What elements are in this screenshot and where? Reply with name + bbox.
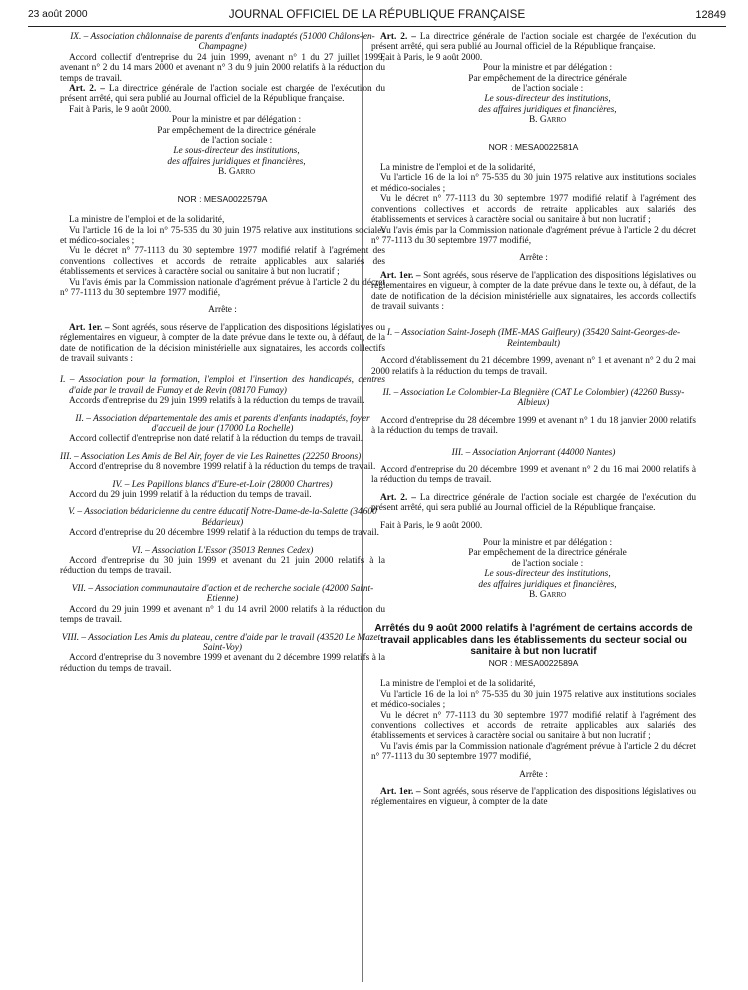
item-title: II. – Association départementale des amis et parents d'enfants inadaptés, foyer d'accueil de jour (17000 La Rochelle) xyxy=(75,413,370,434)
art2-label: Art. 2. – xyxy=(380,492,416,503)
art2-text: La directrice générale de l'action sociale est chargée de l'exécution du présent arrêté, qui sera publié au Journal officiel de la République française. xyxy=(371,32,696,53)
article-1 xyxy=(60,323,385,365)
item-text: Accord d'entreprise du 28 décembre 1999 et avenant n° 1 du 18 janvier 2000 relatifs à la réduction du temps de travail. xyxy=(371,415,696,437)
sig-line: de l'action sociale : xyxy=(200,136,273,147)
art1-label: Art. 1er. – xyxy=(380,787,421,798)
art1-text: Sont agréés, sous réserve de l'application des dispositions législatives ou réglementaires en vigueur, à compter de la date xyxy=(371,787,696,808)
item-ix-title: IX. – Association châlonnaise de parents d'enfants inadaptés (51000 Châlons-en-Champagne) xyxy=(70,32,375,53)
sig-line: de l'action sociale : xyxy=(511,84,584,95)
item-title: VII. – Association communautaire d'action et de recherche sociale (42000 Saint-Etienne) xyxy=(71,583,374,605)
sig-line: Pour la ministre et par délégation : xyxy=(171,115,302,126)
item-title: IV. – Les Papillons blancs d'Eure-et-Loir (28000 Chartres) xyxy=(112,479,333,490)
vu-line: Vu le décret n° 77-1113 du 30 septembre 1977 modifié relatif à l'agrément des conventions collectives et accords de retraite applicables aux salariés des établissements et services à caractère social ou sanitaire à but non lucratif ; xyxy=(371,194,696,226)
fait-line: Fait à Paris, le 9 août 2000. xyxy=(380,52,483,63)
item-text: Accord d'entreprise du 3 novembre 1999 et avenant du 2 décembre 1999 relatifs à la réduction du temps de travail. xyxy=(60,653,385,674)
item-title: VIII. – Association Les Amis du plateau, centre d'aide par le travail (43520 Le Mazet-Saint-Voy) xyxy=(61,632,384,653)
vu-line: Vu l'avis émis par la Commission nationale d'agrément prévue à l'article 2 du décret n° 77-1113 du 30 septembre 1977 modifié, xyxy=(371,225,696,246)
signature-block xyxy=(60,115,385,177)
art2-text: La directrice générale de l'action sociale est chargée de l'exécution du présent arrêté, qui sera publié au Journal officiel de la République française. xyxy=(60,84,385,105)
right-column xyxy=(371,32,696,808)
item-title: I. – Association pour la formation, l'emploi et l'insertion des handicapés, centres d'aide par le travail de Fumay et de Revin (08170 Fumay) xyxy=(60,375,385,396)
vu-line: Vu l'article 16 de la loi n° 75-535 du 30 juin 1975 relative aux institutions sociales et médico-sociales ; xyxy=(60,225,385,246)
arrete-label: Arrête : xyxy=(208,305,237,316)
vu-line: Vu l'avis émis par la Commission nationale d'agrément prévue à l'article 2 du décret n° 77-1113 du 30 septembre 1977 modifié, xyxy=(371,741,696,763)
sig-line: des affaires juridiques et financières, xyxy=(478,104,617,115)
item-text: Accord du 29 juin 1999 relatif à la réduction du temps de travail. xyxy=(69,490,312,501)
signature-block xyxy=(371,63,696,125)
item-text: Accord d'établissement du 21 décembre 1999, avenant n° 1 et avenant n° 2 du 2 mai 2000 relatifs à la réduction du temps de travail. xyxy=(371,356,696,377)
sig-line: Le sous-directeur des institutions, xyxy=(484,94,611,105)
item-text: Accords d'entreprise du 29 juin 1999 relatifs à la réduction du temps de travail. xyxy=(69,396,365,407)
item-text: Accord d'entreprise du 20 décembre 1999 relatif à la réduction du temps de travail. xyxy=(69,528,379,539)
item-text: Accord collectif d'entreprise non daté relatif à la réduction du temps de travail. xyxy=(69,434,364,445)
left-column xyxy=(60,32,385,674)
nor-reference: NOR : MESA0022579A xyxy=(177,193,268,204)
article-2 xyxy=(60,84,385,105)
item-title: II. – Association Le Colombier-La Blegnière (CAT Le Colombier) (42260 Bussy-Albieux) xyxy=(382,387,685,409)
item-title: III. – Association Anjorrant (44000 Nantes) xyxy=(451,447,616,458)
item-title: III. – Association Les Amis de Bel Air, foyer de vie Les Rainettes (22250 Broons) xyxy=(60,451,362,462)
sig-line: de l'action sociale : xyxy=(511,558,584,569)
sig-line: Pour la ministre et par délégation : xyxy=(482,63,613,74)
sig-name: B. Garro xyxy=(528,115,567,126)
sig-line: Le sous-directeur des institutions, xyxy=(173,146,300,157)
fait-line: Fait à Paris, le 9 août 2000. xyxy=(380,520,483,531)
article-1 xyxy=(371,271,696,313)
art1-label: Art. 1er. – xyxy=(69,322,110,333)
header-rule xyxy=(28,26,726,27)
sig-name: B. Garro xyxy=(528,590,567,601)
fait-line: Fait à Paris, le 9 août 2000. xyxy=(69,104,172,115)
signature-block xyxy=(371,538,696,600)
item-title: I. – Association Saint-Joseph (IME-MAS Gaifleury) (35420 Saint-Georges-de-Reintembault) xyxy=(386,328,681,349)
art1-label: Art. 1er. – xyxy=(380,270,421,281)
sig-line: Par empêchement de la directrice générale xyxy=(157,125,316,136)
sig-line: des affaires juridiques et financières, xyxy=(478,579,617,590)
vu-line: Vu l'article 16 de la loi n° 75-535 du 30 juin 1975 relative aux institutions sociales et médico-sociales ; xyxy=(371,173,696,194)
header-page-number: 12849 xyxy=(695,9,726,21)
sig-line: Par empêchement de la directrice générale xyxy=(468,548,627,559)
art1-text: Sont agréés, sous réserve de l'application des dispositions législatives ou réglementaires en vigueur, à compter de la date prévue dans le texte ou, à défaut, de la date de notification de la décision ministérielle aux signataires, les accords collectifs de travail suivants : xyxy=(371,270,696,312)
sig-line: Par empêchement de la directrice générale xyxy=(468,73,627,84)
article-2 xyxy=(371,32,696,53)
arrete-label: Arrête : xyxy=(519,253,548,264)
sig-line: Le sous-directeur des institutions, xyxy=(484,569,611,580)
nor-reference: NOR : MESA0022589A xyxy=(488,657,579,668)
item-title: VI. – Association L'Essor (35013 Rennes Cedex) xyxy=(131,545,314,556)
item-text: Accord d'entreprise du 30 juin 1999 et avenant du 21 juin 2000 relatifs à la réduction du temps de travail. xyxy=(60,556,385,577)
art2-label: Art. 2. – xyxy=(380,32,416,42)
section-title: Arrêtés du 9 août 2000 relatifs à l'agrément de certains accords de travail applicables dans les établissements du secteur social ou sanitaire à but non lucratif xyxy=(374,623,693,658)
art2-text: La directrice générale de l'action sociale est chargée de l'exécution du présent arrêté, qui sera publié au Journal officiel de la République française. xyxy=(371,492,696,514)
arrete-label: Arrête : xyxy=(519,769,548,780)
vu-line: Vu le décret n° 77-1113 du 30 septembre 1977 modifié relatif à l'agrément des conventions collectives et accords de retraite applicables aux salariés des établissements et services à caractère social ou sanitaire à but non lucratif ; xyxy=(60,246,385,278)
article-2 xyxy=(371,493,696,514)
vu-line: Vu l'avis émis par la Commission nationale d'agrément prévue à l'article 2 du décret n° 77-1113 du 30 septembre 1977 modifié, xyxy=(60,277,385,298)
art2-label: Art. 2. – xyxy=(69,84,105,95)
item-text: Accord d'entreprise du 8 novembre 1999 relatif à la réduction du temps de travail. xyxy=(69,462,376,473)
item-text: Accord du 29 juin 1999 et avenant n° 1 du 14 avril 2000 relatifs à la réduction du temps de travail. xyxy=(60,604,385,626)
vu-line: Vu le décret n° 77-1113 du 30 septembre 1977 modifié relatif à l'agrément des conventions collectives et accords de retraite applicables aux salariés des établissements et services à caractère social ou sanitaire à but non lucratif ; xyxy=(371,710,696,742)
ministre-line: La ministre de l'emploi et de la solidarité, xyxy=(380,679,536,690)
item-ix-text: Accord collectif d'entreprise du 24 juin 1999, avenant n° 1 du 27 juillet 1999, avenant n° 2 du 14 mars 2000 et avenant n° 3 du 9 juin 2000 relatifs à la réduction du temps de travail. xyxy=(60,52,385,84)
art1-text: Sont agréés, sous réserve de l'application des dispositions législatives ou réglementaires en vigueur, à compter de la date prévue dans le texte ou, à défaut, de la date de notification de la décision ministérielle aux signataires, les accords collectifs de travail suivants : xyxy=(60,322,385,364)
sig-name: B. Garro xyxy=(217,167,256,178)
vu-line: Vu l'article 16 de la loi n° 75-535 du 30 juin 1975 relative aux institutions sociales et médico-sociales ; xyxy=(371,689,696,711)
item-text: Accord d'entreprise du 20 décembre 1999 et avenant n° 2 du 16 mai 2000 relatifs à la réduction du temps de travail. xyxy=(371,465,696,486)
article-1 xyxy=(371,787,696,808)
nor-reference: NOR : MESA0022581A xyxy=(488,141,579,152)
page-header xyxy=(28,7,726,23)
item-title: V. – Association bédaricienne du centre éducatif Notre-Dame-de-la-Salette (34600 Bédarieux) xyxy=(68,507,377,528)
ministre-line: La ministre de l'emploi et de la solidarité, xyxy=(69,215,225,226)
sig-line: Pour la ministre et par délégation : xyxy=(482,538,613,549)
header-date: 23 août 2000 xyxy=(28,9,88,20)
ministre-line: La ministre de l'emploi et de la solidarité, xyxy=(380,163,536,174)
sig-line: des affaires juridiques et financières, xyxy=(167,156,306,167)
header-title: JOURNAL OFFICIEL DE LA RÉPUBLIQUE FRANÇAISE xyxy=(228,8,526,21)
